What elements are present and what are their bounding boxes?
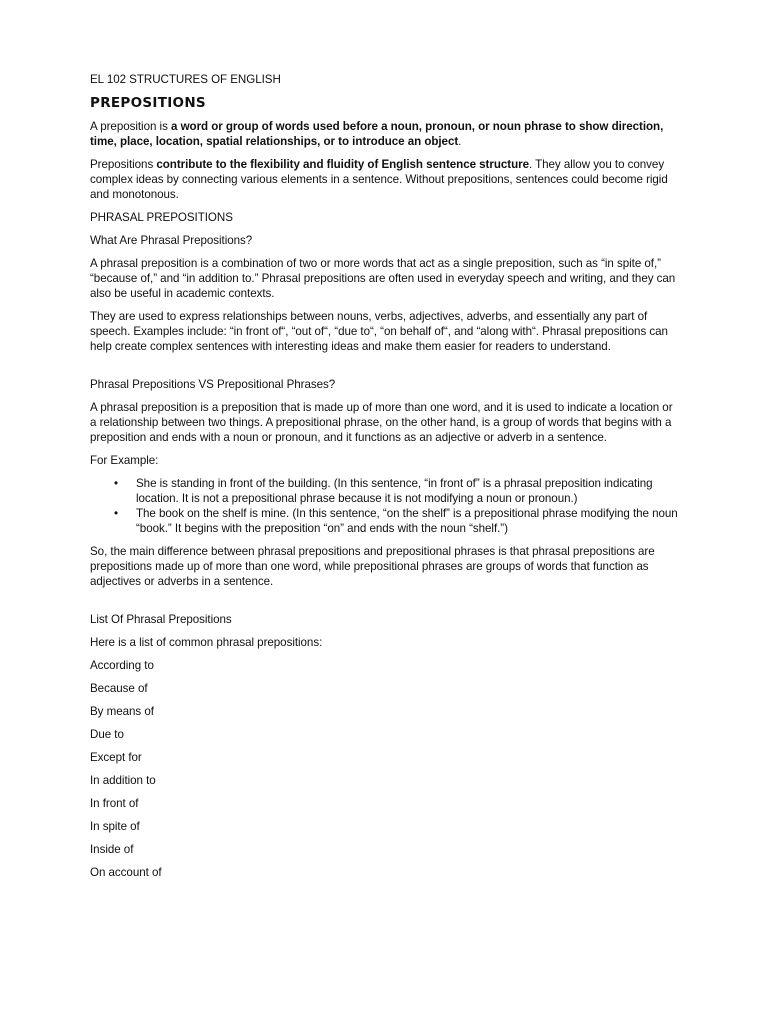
list-item: In addition to: [90, 774, 156, 787]
list-item: Except for: [90, 751, 142, 764]
bullet-icon: •: [114, 507, 119, 520]
spacer: [90, 362, 680, 377]
question-what: What Are Phrasal Prepositions?: [90, 234, 253, 247]
page-title: PREPOSITIONS: [90, 95, 206, 111]
list-item: By means of: [90, 705, 154, 718]
list-item: Due to: [90, 728, 124, 741]
list-item: Because of: [90, 682, 148, 695]
bullet-icon: •: [114, 477, 119, 490]
paragraph-vs: A phrasal preposition is a preposition that is made up of more than one word, and it is used to indicate a location or a relationship between two things. A prepositional phrase, on the other hand, is a group of words that begins with a preposition and ends with a noun or pronoun, and it functions as an adjective or adverb in a sentence.: [90, 401, 673, 444]
contribution-paragraph: [90, 157, 680, 202]
section-heading-phrasal: PHRASAL PREPOSITIONS: [90, 211, 233, 224]
paragraph-summary: So, the main difference between phrasal prepositions and prepositional phrases is that phrasal prepositions are prepositions made up of more than one word, while prepositional phrases are groups of words that function as adjectives or adverbs in a sentence.: [90, 545, 655, 588]
list-item: [114, 506, 680, 536]
paragraph-phrasal-use: They are used to express relationships between nouns, verbs, adjectives, adverbs, and essentially any part of speech. Examples include: “in front of“, “out of“, “due to“, “on behalf of“, and “along with“. Phrasal prepositions can help create complex sentences with interesting ideas and make them easier for readers to understand.: [90, 310, 668, 353]
question-vs: Phrasal Prepositions VS Prepositional Phrases?: [90, 378, 336, 391]
example-text: She is standing in front of the building. (In this sentence, “in front of” is a phrasal preposition indicating location. It is not a prepositional phrase because it is not modifying a noun or pronoun.): [136, 477, 653, 505]
list-item: On account of: [90, 866, 162, 879]
example-text: The book on the shelf is mine. (In this sentence, “on the shelf” is a prepositional phrase modifying the noun “book.” It begins with the preposition “on” and ends with the noun “shelf.”): [136, 507, 678, 535]
contribution-tail: . They allow you to convey complex ideas by connecting various elements in a sentence. Without prepositions, sentences could become rigid and monotonous.: [90, 158, 668, 201]
list-item: In front of: [90, 797, 139, 810]
list-item: According to: [90, 659, 154, 672]
example-list: [90, 476, 680, 536]
phrasal-preposition-list: [90, 658, 680, 880]
list-intro: Here is a list of common phrasal prepositions:: [90, 636, 323, 649]
contribution-bold: contribute to the flexibility and fluidity of English sentence structure: [156, 158, 529, 171]
list-item: In spite of: [90, 820, 140, 833]
list-item: [114, 476, 680, 506]
contribution-lead: Prepositions: [90, 158, 157, 171]
spacer: [90, 597, 680, 612]
document-page: [90, 72, 680, 888]
list-item: Inside of: [90, 843, 134, 856]
paragraph-phrasal-definition: A phrasal preposition is a combination of two or more words that act as a single preposition, such as “in spite of,” “because of,” and “in addition to.” Phrasal prepositions are often used in everyday speech and writing, and they can also be useful in academic contexts.: [90, 257, 676, 300]
course-title: EL 102 STRUCTURES OF ENGLISH: [90, 73, 281, 86]
definition-lead: A preposition is: [90, 120, 171, 133]
list-heading: List Of Phrasal Prepositions: [90, 613, 232, 626]
definition-bold: a word or group of words used before a noun, pronoun, or noun phrase to show direction, time, place, location, spatial relationships, or to introduce an object: [90, 120, 664, 148]
for-example-label: For Example:: [90, 454, 159, 467]
definition-paragraph: [90, 119, 680, 149]
definition-tail: .: [458, 135, 462, 148]
